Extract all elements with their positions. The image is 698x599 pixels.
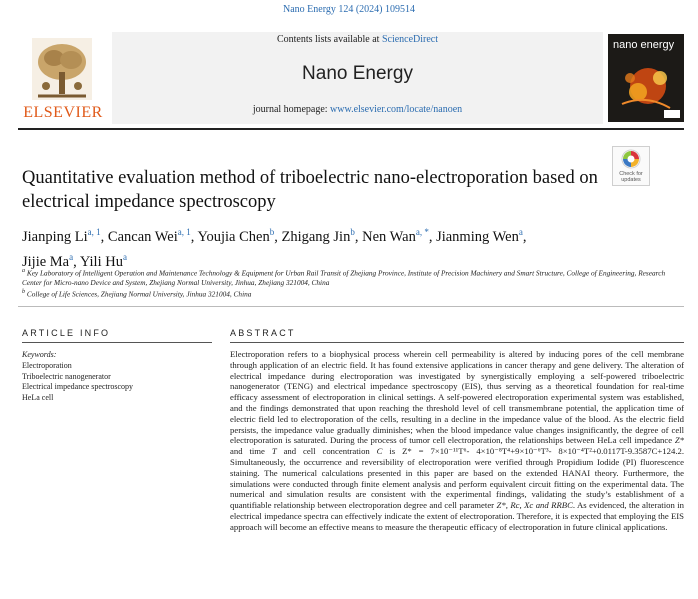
author-marks[interactable]: b: [350, 227, 355, 237]
citation-line[interactable]: Nano Energy 124 (2024) 109514: [282, 4, 416, 15]
article-info-rule: [22, 342, 212, 343]
author-name[interactable]: Jianming Wen: [436, 228, 519, 245]
affiliation-text: College of Life Sciences, Zhejiang Normal University, Jinhua 321004, China: [26, 289, 252, 299]
symbol-impedance: Z*: [674, 435, 684, 446]
author-marks[interactable]: a: [69, 251, 74, 262]
author-name[interactable]: Nen Wan: [362, 228, 416, 245]
abstract-heading: ABSTRACT: [230, 328, 296, 338]
cover-art-icon: [608, 34, 684, 122]
author-marks[interactable]: a, *: [415, 227, 429, 237]
homepage-prefix: journal homepage:: [252, 104, 331, 115]
header-bottom-rule: [18, 128, 684, 130]
affiliation-text: Key Laboratory of Intelligent Operation and Maintenance Technology & Equipment for Urban Rail Transit of Zhejiang Province, Institute of Precision Machinery and Smart Structure, College of Engineering, Research Center for Micro-nano Device and System, Zhejiang Normal University, Jinhua, Zhejiang 321004, China: [22, 268, 666, 288]
abstract-part: . Simultaneously, the occurrence and reversibility of electroporation were verified through Propidium Iodide (PI) fluorescence staining. The numerical calculations presented in this paper are based on the extended HANAI theory. Furthermore, the simulations were conducted through finite element analysis and perform equivalent circuit fitting on the experimental data. The numerical and simulation results are consistent with the experimental findings, validating the study’s establishment of a quantifiable relationship between electroporation degree and cell parameter: [230, 446, 685, 511]
abstract-part: is: [382, 446, 403, 457]
crossmark-line2: updates: [621, 177, 641, 183]
impedance-formula: Z* = 7×10⁻¹¹T⁶- 4×10⁻⁸T⁴+9×10⁻⁶T³- 8×10⁻⁴T²+0.0117T-9.3587C+124.2: [402, 446, 682, 457]
author-name[interactable]: Zhigang Jin: [281, 228, 351, 245]
affiliations-divider: [18, 306, 684, 307]
symbol-time: T: [271, 446, 277, 457]
symbol-concentration: C: [376, 446, 383, 457]
cell-parameters: Z*, Rc, Xc and RRBC: [496, 500, 573, 511]
elsevier-wordmark: ELSEVIER: [23, 104, 103, 121]
author-name[interactable]: Youjia Chen: [197, 228, 270, 245]
journal-title[interactable]: Nano Energy: [302, 63, 413, 84]
contents-line: [112, 34, 603, 45]
author-marks[interactable]: a, 1: [177, 227, 191, 237]
abstract-part: and time: [230, 446, 272, 457]
abstract-part: . As evidenced, the alteration in electrical impedance spectra can effectively indicate the extent of electroporation. Therefore, it is expected that employing the EIS approach will become an effective means to measure the therapeutic efficacy of electroporation in future clinical applications.: [230, 500, 685, 532]
author-marks[interactable]: a: [122, 251, 127, 262]
author-name[interactable]: Jijie Ma: [22, 253, 70, 270]
elsevier-logo[interactable]: [18, 34, 106, 124]
homepage-link[interactable]: www.elsevier.com/locate/nanoen: [330, 104, 463, 115]
keyword-item[interactable]: Triboelectric nanogenerator: [22, 371, 111, 381]
journal-cover[interactable]: [608, 34, 684, 122]
article-info-heading: ARTICLE INFO: [22, 328, 111, 338]
abstract-part: Electroporation refers to a biophysical process wherein cell permeability is altered by inducing pores of the cell membrane through application of an electric field. It has found extensive applications in cancer therapy and gene delivery. The alteration of electrical impedance during electroporation was investigated by synergistically employing a self-powered triboelectric nanogenerator (TENG) and electrical impedance spectroscopy (EIS), thus serving as a theoretical foundation for real-time efficacy assessment of electroporation in clinical settings. A self-powered electroporation experimental system was established, and the findings demonstrated that upon reaching the threshold level of cell transmembrane potential, the application time of electric field led to electroporation of the cells, resulting in a decline in the impedance value of the blood. As the electric field persists, the impedance value gradually diminishes; when the blood impedance value changes insignificantly, the degree of cell electroporation is saturated. During the process of tumor cell electroporation, the relationships between HeLa cell impedance: [230, 349, 684, 446]
affiliation-a: [22, 266, 682, 288]
abstract-paragraph: [230, 349, 684, 533]
author-name[interactable]: Cancan Wei: [107, 228, 178, 245]
author-name[interactable]: Jianping Li: [22, 228, 88, 245]
keywords-label: Keywords:: [22, 350, 57, 359]
affiliation-mark: b: [22, 289, 25, 295]
cover-title: nano energy: [613, 39, 675, 51]
journal-homepage: [112, 104, 603, 115]
author-list: Jianping Li$^{a, 1}$, Cancan Wei$^{a, 1}$, Youjia Chen$^b$, Zhigang Jin$^b$, Nen Wan$^{a, *}$, Jianming Wen$^a$, Jijie Ma$^a$, Yili Hu$^a$: [22, 227, 527, 270]
abstract-body: [230, 349, 684, 533]
crossmark-line1: Check for: [619, 171, 643, 177]
abstract-part: and cell concentration: [276, 446, 377, 457]
keyword-item[interactable]: Electroporation: [22, 361, 72, 370]
author-marks[interactable]: b: [269, 227, 275, 237]
keyword-item[interactable]: Electrical impedance spectroscopy: [22, 382, 134, 391]
elsevier-tree-icon: [32, 38, 92, 100]
abstract-rule: [230, 342, 684, 343]
crossmark-icon: [613, 147, 649, 171]
keyword-item[interactable]: HeLa cell: [22, 392, 54, 402]
sciencedirect-link[interactable]: ScienceDirect: [381, 34, 439, 45]
affiliation-b: [22, 287, 682, 299]
contents-prefix: Contents lists available at: [276, 34, 382, 45]
author-name[interactable]: Yili Hu: [79, 253, 123, 270]
check-for-updates-button[interactable]: [612, 146, 650, 186]
affiliation-mark: a: [22, 268, 25, 274]
author-marks[interactable]: a: [518, 227, 523, 237]
author-marks[interactable]: a, 1: [87, 227, 101, 237]
keyword-list: [22, 361, 212, 403]
paper-title: Quantitative evaluation method of triboelectric nano-electroporation based on electrical impedance spectroscopy: [22, 168, 598, 212]
